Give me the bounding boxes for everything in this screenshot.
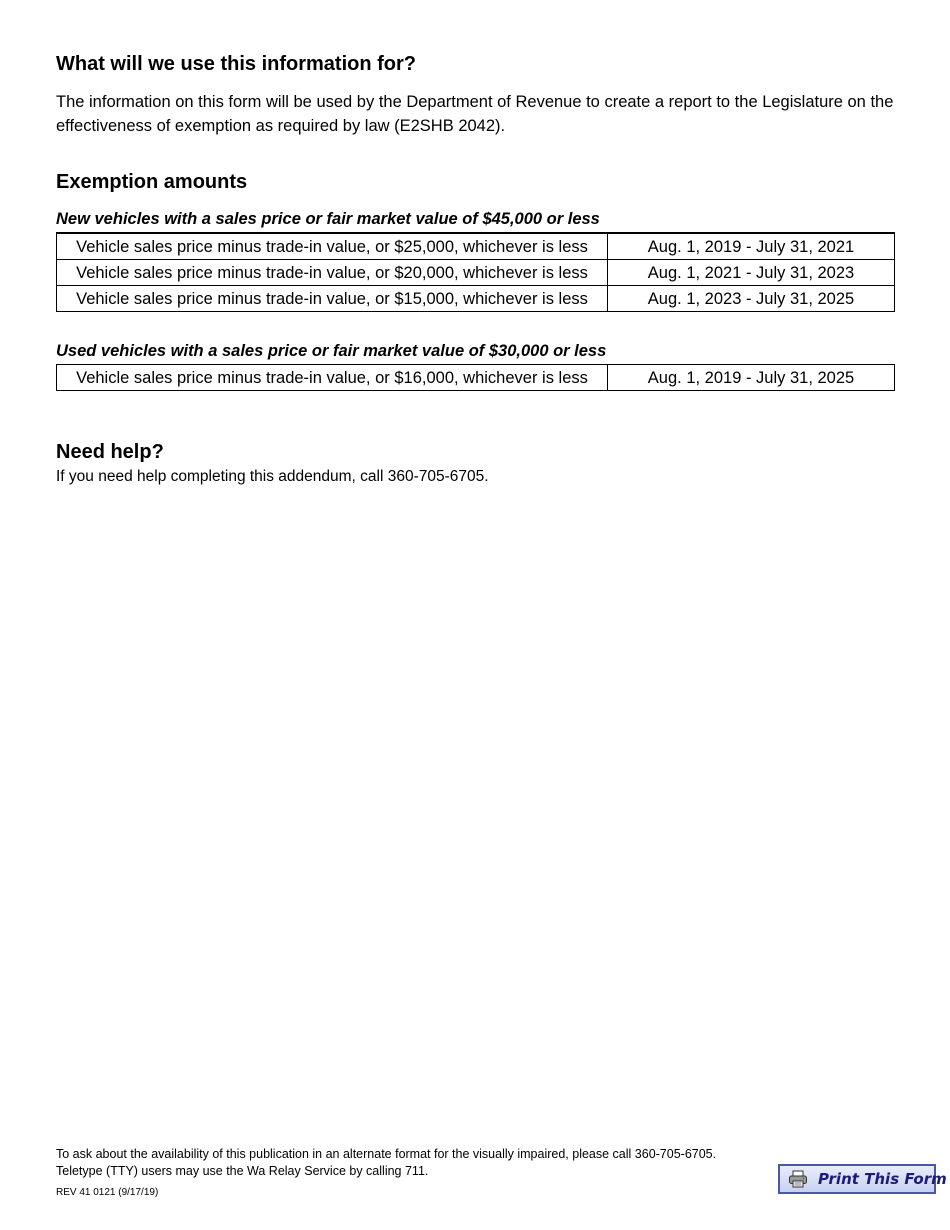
table-row [57,233,895,260]
section-heading-exemption: Exemption amounts [56,171,248,193]
exemption-amount-cell: Vehicle sales price minus trade-in value, or $20,000, whichever is less [57,260,608,286]
new-vehicles-table [56,232,895,312]
section-body-help: If you need help completing this addendum, call 360-705-6705. [56,468,489,485]
exemption-amount-cell: Vehicle sales price minus trade-in value, or $15,000, whichever is less [57,286,608,312]
table-row [57,260,895,286]
used-vehicles-table [56,364,895,391]
exemption-period-cell: Aug. 1, 2019 - July 31, 2025 [608,365,895,391]
form-code: REV 41 0121 (9/17/19) [56,1187,159,1198]
print-form-label: Print This Form [818,1170,947,1188]
exemption-amount-cell: Vehicle sales price minus trade-in value, or $16,000, whichever is less [57,365,608,391]
new-vehicles-subheading: New vehicles with a sales price or fair market value of $45,000 or less [56,210,600,228]
section-heading-use: What will we use this information for? [56,53,417,75]
exemption-period-cell: Aug. 1, 2023 - July 31, 2025 [608,286,895,312]
exemption-amount-cell: Vehicle sales price minus trade-in value, or $25,000, whichever is less [57,233,608,260]
section-heading-help: Need help? [56,441,164,463]
printer-icon [788,1170,808,1188]
section-body-use: The information on this form will be used by the Department of Revenue to create a report to the Legislature on the effectiveness of exemption as required by law (E2SHB 2042). [56,93,894,135]
footer-tty-text: Teletype (TTY) users may use the Wa Relay Service by calling 711. [56,1164,429,1178]
exemption-period-cell: Aug. 1, 2019 - July 31, 2021 [608,233,895,260]
table-row [57,365,895,391]
used-vehicles-subheading: Used vehicles with a sales price or fair market value of $30,000 or less [56,342,607,360]
print-form-button[interactable] [778,1164,947,1194]
footer-accessibility-text: To ask about the availability of this publication in an alternate format for the visually impaired, please call 360-705-6705. [56,1147,717,1161]
table-row [57,286,895,312]
exemption-period-cell: Aug. 1, 2021 - July 31, 2023 [608,260,895,286]
